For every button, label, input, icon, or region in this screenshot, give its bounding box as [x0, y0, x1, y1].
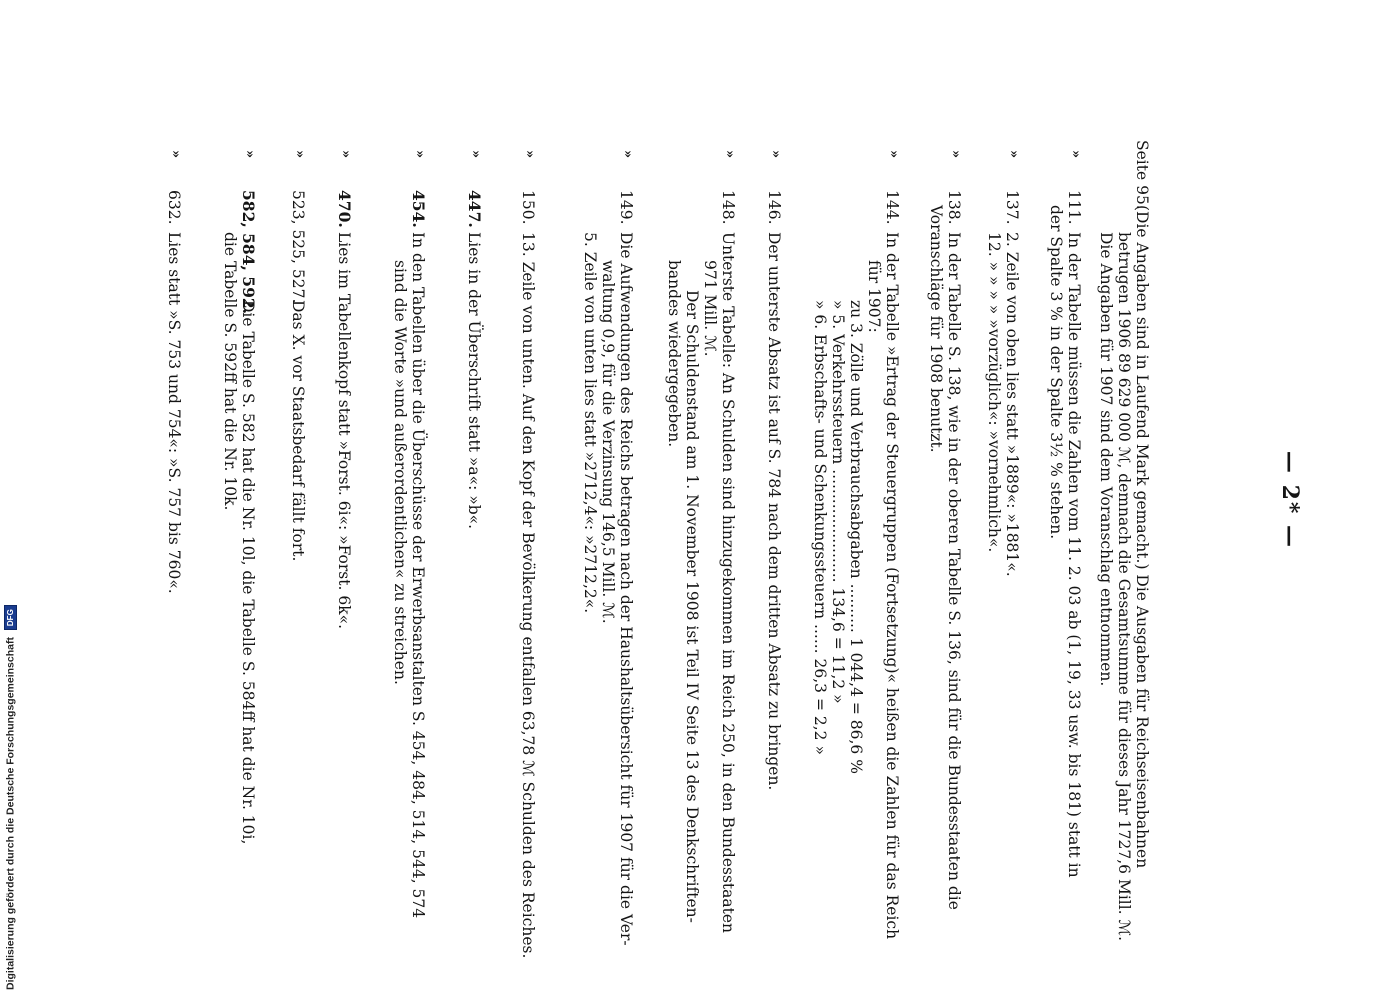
ditto-mark: » [722, 150, 737, 159]
entry-ref: 447. [465, 190, 484, 228]
entry-ref: 454. [409, 190, 428, 228]
ditto-mark: » [1068, 150, 1083, 159]
entry-line: » 5. Verkehrssteuern ....................... 134,6 = 11,2 » [829, 300, 847, 704]
entry-line: Das X. vor Staatsbedarf fällt fort. [289, 300, 307, 562]
entry-line: die Tabelle S. 592ff hat die Nr. 10k. [221, 232, 239, 511]
entry-ref: 146. [765, 190, 783, 225]
entry-line: In der Tabelle müssen die Zahlen vom 11. 2. 03 ab (1, 19, 33 usw. bis 181) statt in [1065, 232, 1083, 878]
dfg-logo: DFG [4, 605, 17, 630]
credit-text: Digitalisierung gefördert durch die Deutsche Forschungsgemeinschaft [4, 637, 17, 990]
entry-ref: Seite 95. [1133, 140, 1151, 210]
entry-line: Lies in der Überschrift statt »a«: »b«. [465, 232, 483, 530]
entry-ref: 632. [165, 190, 183, 225]
entry-ref: 149. [617, 190, 635, 225]
entry-ref: 111. [1065, 190, 1083, 225]
entry-ref: 582, 584, 592. [239, 190, 258, 315]
entry-line: 2. Zeile von oben lies statt »1889«: »1881«. [1003, 232, 1021, 577]
entry-line: In den Tabellen über die Überschüsse der Erwerbsanstalten S. 454, 484, 514, 544, 574 [409, 232, 427, 919]
entry-line: » 6. Erbschafts- und Schenkungssteuern ...... 26,3 = 2,2 » [811, 300, 829, 755]
entry-ref: 138. [945, 190, 963, 225]
entry-line: 5. Zeile von unten lies statt »2712,4«: »2712,2«. [581, 232, 599, 614]
entry-line: Lies statt »S. 753 und 754«: »S. 757 bis 760«. [165, 232, 183, 594]
entry-ref: 470. [335, 190, 354, 228]
entry-ref: 148. [719, 190, 737, 225]
entry-line: In der Tabelle S. 138, wie in der oberen Tabelle S. 136, sind für die Bundesstaaten die [945, 232, 963, 910]
ditto-mark: » [620, 150, 635, 159]
entry-line: waltung 0,9, für die Verzinsung 146,5 Mill. ℳ. [599, 260, 617, 624]
ditto-mark: » [522, 150, 537, 159]
ditto-mark: » [886, 150, 901, 159]
entry-ref: 150. [519, 190, 537, 225]
entry-line: Der unterste Absatz ist auf S. 784 nach dem dritten Absatz zu bringen. [765, 232, 783, 791]
entry-line: Voranschläge für 1908 benutzt. [927, 205, 945, 453]
entry-line: (Die Angaben sind in Laufend Mark gemacht.) Die Ausgaben für Reichseisenbahnen [1133, 205, 1151, 869]
entry-line: 971 Mill. ℳ. [701, 260, 719, 357]
entry-ref: 137. [1003, 190, 1021, 225]
ditto-mark: » [242, 150, 257, 159]
entry-line: In der Tabelle »Ertrag der Steuergruppen (Fortsetzung)« heißen die Zahlen für das Reich [883, 232, 901, 940]
entry-ref: 144. [883, 190, 901, 225]
entry-ref: 523, 525, 527. [289, 190, 307, 304]
entry-line: für 1907: [865, 260, 883, 333]
ditto-mark: » [338, 150, 353, 159]
entry-line: Lies im Tabellenkopf statt »Forst. 6i«: »Forst. 6k«. [335, 232, 353, 629]
entry-line: 12. » » » » »vorzüglich«: »vornehmlich«. [985, 232, 1003, 553]
ditto-mark: » [1006, 150, 1021, 159]
ditto-mark: » [292, 150, 307, 159]
entry-line: Der Schuldenstand am 1. November 1908 ist Teil IV Seite 13 des Denkschriften- [683, 290, 701, 923]
ditto-mark: » [468, 150, 483, 159]
entry-line: Die Aufwendungen des Reichs betragen nach der Haushaltsübersicht für 1907 für die Ver- [617, 232, 635, 946]
ditto-mark: » [768, 150, 783, 159]
entry-line: betrugen 1906 89 629 000 ℳ, demnach die Gesamtsumme für dieses Jahr 1727,6 Mill. ℳ. [1115, 232, 1133, 942]
entry-line: 13. Zeile von unten. Auf den Kopf der Bevölkerung entfallen 63,78 ℳ Schulden des Reiches. [519, 232, 537, 959]
ditto-mark: » [168, 150, 183, 159]
ditto-mark: » [412, 150, 427, 159]
entry-line: bandes wiedergegeben. [665, 260, 683, 448]
entry-line: der Spalte 3 % in der Spalte 3½ % stehen. [1047, 205, 1065, 540]
page-header: — 2* — [1277, 450, 1303, 550]
entry-line: Die Angaben für 1907 sind dem Voranschlag entnommen. [1097, 232, 1115, 687]
ditto-mark: » [948, 150, 963, 159]
entry-line: zu 3. Zölle und Verbrauchsabgaben .......... 1 044,4 = 86,6 % [847, 300, 865, 774]
entry-line: sind die Worte »und außerordentlichen« zu streichen. [391, 260, 409, 685]
entry-line: Die Tabelle S. 582 hat die Nr. 10l, die Tabelle S. 584ff hat die Nr. 10i, [239, 300, 257, 845]
entry-line: Unterste Tabelle: An Schulden sind hinzugekommen im Reich 250, in den Bundesstaaten [719, 232, 737, 934]
